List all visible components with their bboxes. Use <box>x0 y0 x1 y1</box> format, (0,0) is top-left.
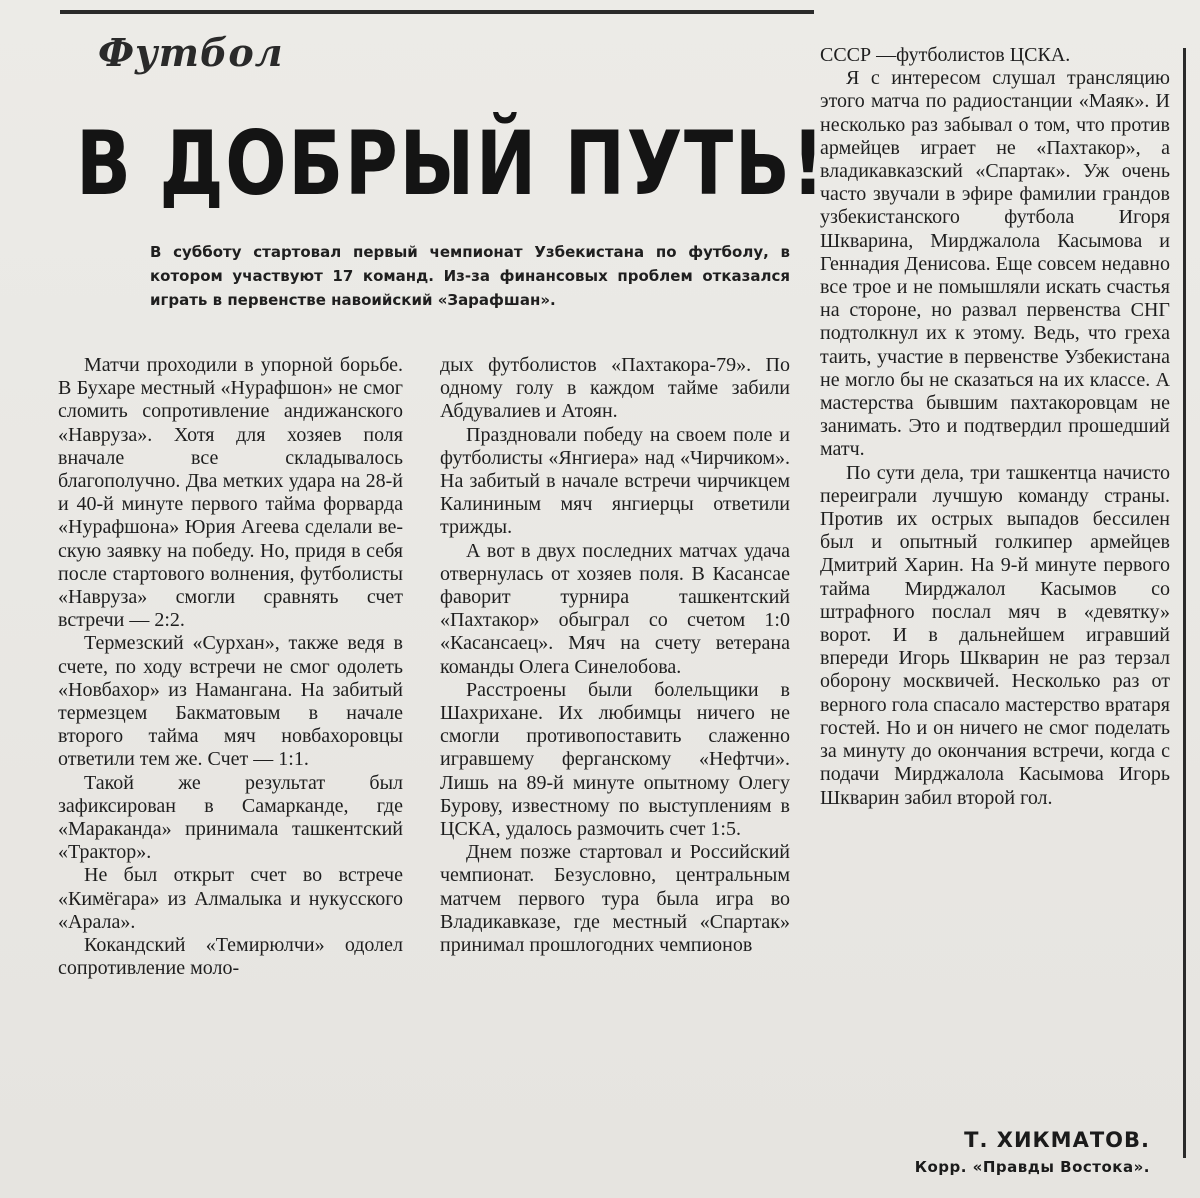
author-position: Корр. «Правды Востока». <box>914 1158 1150 1176</box>
paragraph: Такой же результат был зафиксирован в Самарканде, где «Мараканда» принимала ташкентский «Трактор». <box>58 771 403 864</box>
headline: В ДОБРЫЙ ПУТЬ! <box>76 112 827 215</box>
paragraph: По сути дела, три ташкентца начисто переиграли лучшую команду страны. Против их острых выпадов бессилен был и опытный голкипер армейцев Дмитрий Харин. На 9-й минуте первого тайма Мирджалол Касымов со штрафного послал мяч в «девятку» ворот. И в дальнейшем игравший впереди Игорь Шкварин не раз терзал оборону москвичей. Несколько раз от верного гола спасало мастерство вратаря гостей. Но и он ничего не смог поделать за минуту до окончания встречи, когда с подачи Мирджалола Касымова Игорь Шкварин забил второй гол. <box>820 461 1170 809</box>
paragraph: Матчи проходили в упорной борьбе. В Бухаре местный «Нурафшон» не смог сломить сопротивление андижанского «Навруза». Хотя для хозяев поля вначале все складывалось благополучно. Два метких удара на 28-й и 40-й минуте первого тайма форварда «Нурафшона» Юрия Агеева сделали вескую заявку на победу. Но, придя в себя после стартового волнения, футболисты «Навруза» смогли сравнять счет встречи — 2:2. <box>58 354 403 632</box>
author-name: Т. ХИКМАТОВ. <box>964 1128 1150 1152</box>
paragraph: дых футболистов «Пахтакора-79». По одному голу в каждом тайме забили Абдувалиев и Атоян. <box>440 354 790 423</box>
paragraph: Термезский «Сурхан», также ведя в счете, по ходу встречи не смог одолеть «Новбахор» из Намангана. На забитый термезцем Бакматовым в начале второго тайма мяч новбахоровцы ответили тем же. Счет — 1:1. <box>58 632 403 771</box>
paragraph: СССР —футболистов ЦСКА. <box>820 44 1071 66</box>
article-column-3 <box>820 44 1170 810</box>
paragraph: Днем позже стартовал и Российский чемпионат. Безусловно, центральным матчем первого тура была игра во Владикавказе, где местный «Спартак» принимал прошлогодних чемпионов <box>440 841 790 957</box>
paragraph: Праздновали победу на своем поле и футболисты «Янгиера» над «Чирчиком». На забитый в начале встречи чирчикцем Калининым мяч янгиерцы ответили трижды. <box>440 423 790 539</box>
section-rubric: Футбол <box>98 30 284 75</box>
paragraph: Я с интересом слушал трансляцию этого матча по радиостанции «Маяк». И несколько раз забывал о том, что против армейцев играет не «Пахтакор», а владикавказский «Спартак». Уж очень часто звучали в эфире фамилии грандов узбекистанского футбола Игоря Шкварина, Мирджалола Касымова и Геннадия Денисова. Еще совсем недавно все трое и не помышляли искать счастья на стороне, но развал первенства СНГ подтолкнул их к этому. Ведь, что греха таить, участие в первенстве Узбекистана не могло бы не сказаться на их классе. А мастерства бывшим пахтакоровцам не занимать. Это и подтвердил прошедший матч. <box>820 67 1170 461</box>
right-rule <box>1183 48 1186 1158</box>
top-rule <box>60 10 814 14</box>
lead-paragraph: В субботу стартовал первый чемпионат Узбекистана по футболу, в котором участвуют 17 команд. Из-за финансовых проблем отказался играть в первенстве навоийский «Зарафшан». <box>150 243 790 309</box>
paragraph: А вот в двух последних матчах удача отвернулась от хозяев поля. В Касансае фаворит турнира ташкентский «Пахтакор» обыграл со счетом 1:0 «Касансаец». Мяч на счету ветерана команды Олега Синелобова. <box>440 539 790 678</box>
paragraph: Кокандский «Темирюлчи» одолел сопротивление моло- <box>58 934 403 980</box>
article-column-2 <box>440 354 790 957</box>
article-column-1 <box>58 354 403 980</box>
paragraph: Не был открыт счет во встрече «Кимёгара» из Алмалыка и нукусского «Арала». <box>58 864 403 933</box>
paragraph: Расстроены были болельщики в Шахрихане. Их любимцы ничего не смогли противопоставить слаженно игравшему ферганскому «Нефтчи». Лишь на 89-й минуте опытному Олегу Бурову, известному по выступлениям в ЦСКА, удалось размочить счет 1:5. <box>440 678 790 841</box>
